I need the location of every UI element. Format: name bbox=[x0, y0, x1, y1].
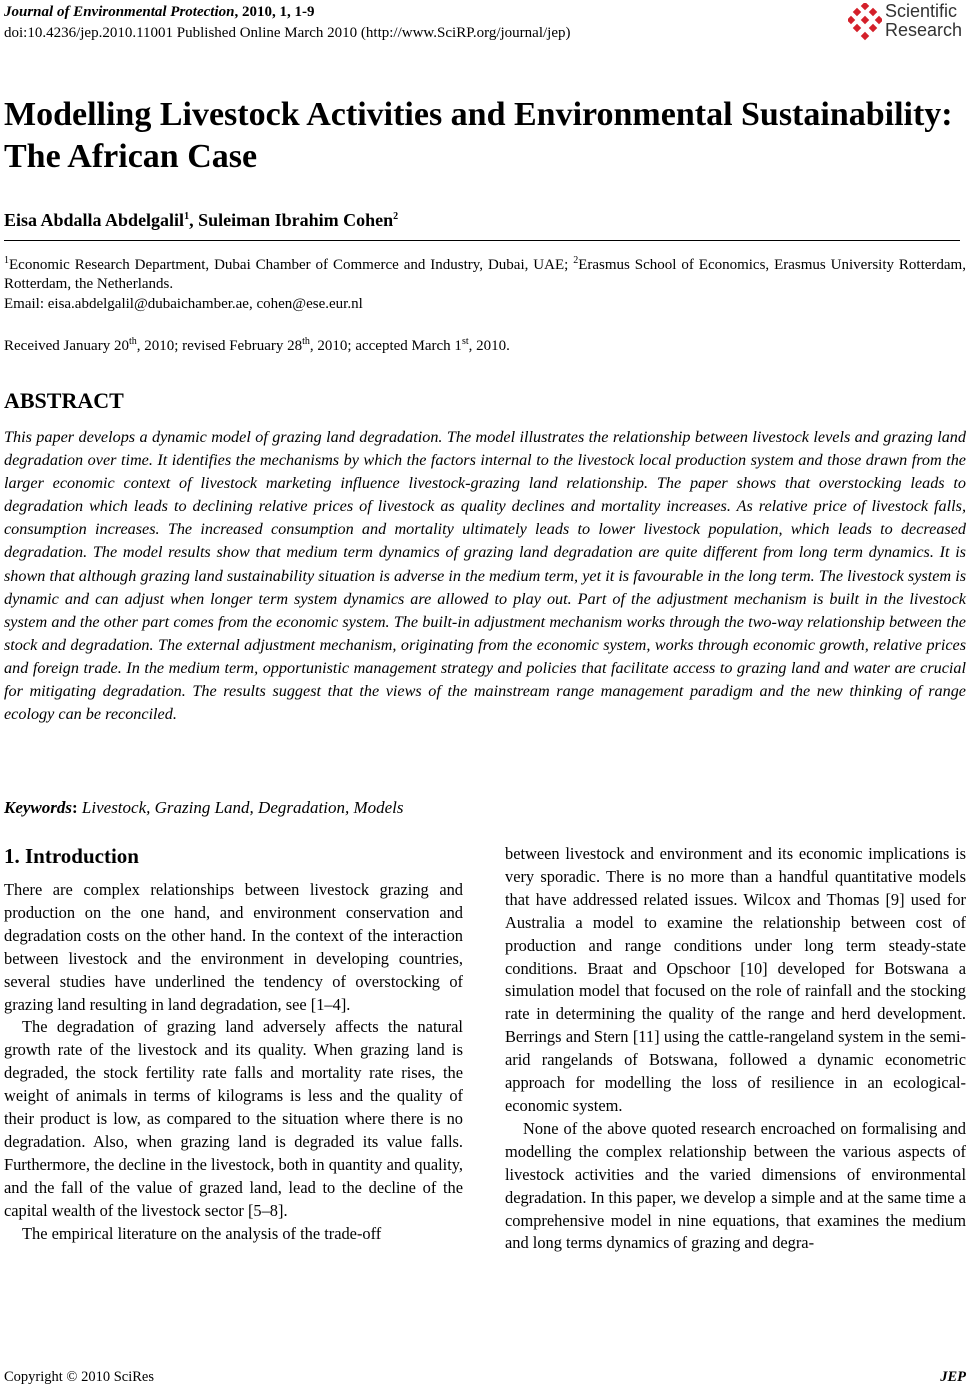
doi-line: doi:10.4236/jep.2010.11001 Published Online March 2010 (http://www.SciRP.org/journal/jep) bbox=[4, 25, 571, 41]
journal-issue: , 2010, 1, 1-9 bbox=[234, 4, 315, 20]
affil-sup-1: 1 bbox=[4, 255, 9, 266]
paragraph: The degradation of grazing land adversely affects the natural growth rate of the livestock and its quality. When grazing land is degraded, the stock fertility rate falls and mortality rate rises, the weight of animals in terms of kilograms is less and the quality of their product is low, as compared to the situation where there is no degradation. Also, when grazing land is degraded its value falls. Furthermore, the decline in the livestock, both in quantity and quality, and the fall of the value of grazed land, lead to the decline of the capital wealth of the livestock sector [5–8]. bbox=[4, 1017, 463, 1220]
logo-text bbox=[885, 2, 962, 40]
journal-name: Journal of Environmental Protection bbox=[4, 4, 235, 20]
left-column bbox=[4, 879, 463, 1246]
author-1: Eisa Abdalla Abdelgalil bbox=[4, 210, 185, 230]
abstract-body: This paper develops a dynamic model of grazing land degradation. The model illustrates the relationship between livestock levels and grazing land degradation over time. It identifies the mechanisms by which the factors internal to the livestock local production system and those drawn from the larger economic context of livestock marketing influence livestock-grazing land relationship. The paper shows that overstocking leads to degradation which leads to declining relative prices of livestock as quality declines and mortality increases. As relative price of livestock falls, consumption increases. The increased consumption and mortality ultimately leads to lower livestock population, which leads to decreased degradation. The model results show that medium term dynamics of grazing land degradation are quite different from long term dynamics. It is shown that although grazing land sustainability situation is adverse in the medium term, yet it is favourable in the long term. The livestock system is dynamic and can adjust when longer term system dynamics are allowed to play out. Part of the adjustment mechanism is built in the livestock system and the other part comes from the economic system. The built-in adjustment mechanism works through the two-way relationship between the stock and degradation. The external adjustment mechanism, originating from the economic system, works through economic growth, relative prices and foreign trade. In the medium term, opportunistic management strategy and policies that facilitate access to grazing land and water are crucial for mitigating degradation. The results suggest that the views of the mainstream range management paradigm and the new thinking of range ecology can be reconciled. bbox=[4, 428, 966, 724]
logo-line-1: Scientific bbox=[885, 1, 958, 21]
logo-line-2: Research bbox=[885, 20, 963, 40]
title-line-1: Modelling Livestock Activities and Environmental Sustainability: bbox=[4, 96, 953, 133]
ordinal-sup: th bbox=[128, 336, 137, 347]
affil-sup-2: 2 bbox=[573, 255, 579, 266]
author-2: Suleiman Ibrahim Cohen bbox=[198, 210, 394, 230]
affiliation-2: Erasmus School of Economics, Erasmus University Rotterdam, Rotterdam, the Netherlands. bbox=[4, 257, 966, 292]
paragraph: The empirical literature on the analysis of the trade-off bbox=[22, 1223, 382, 1243]
right-column bbox=[505, 843, 966, 1255]
header-divider bbox=[4, 240, 960, 241]
footer-copyright: Copyright © 2010 SciRes bbox=[4, 1369, 154, 1385]
keywords bbox=[4, 797, 404, 819]
title-line-2: The African Case bbox=[4, 138, 258, 175]
paragraph: None of the above quoted research encroached on formalising and modelling the complex relationship between the various aspects of livestock activities and the varied dimensions of environmental degradation. In this paper, we develop a simple and at the same time a comprehensive model in nine equations, that examines the medium and long terms dynamics of grazing and degra- bbox=[505, 1118, 966, 1253]
affiliations bbox=[4, 256, 966, 294]
paragraph: There are complex relationships between livestock grazing and production on the one hand, and environment conservation and degradation costs on the other hand. In the context of the interaction between livestock and the environment in developing countries, several studies have underlined the tendency of overstocking of grazing land resulting in land degradation, see [1–4]. bbox=[4, 880, 463, 1014]
paragraph: between livestock and environment and its economic implications is very sporadic. There is no more than a handful quantitative models that have addressed related issues. Wilcox and Thomas [9] used for Australia a model to examine the relationship between cost of production and range conditions under long term steady-state conditions. Braat and Opschoor [10] developed for Botswana a simulation model that focused on the role of rainfall and the stocking rate in determining the quality of the range and herd development. Berrings and Stern [11] using the cattle-rangeland system in the semi-arid rangelands of Botswana, followed a dynamic econometric approach for modelling the loss of resilience in an ecological-economic system. bbox=[505, 844, 966, 1115]
footer-journal-abbr: JEP bbox=[940, 1369, 966, 1385]
author-2-affil-sup: 2 bbox=[393, 211, 399, 222]
author-emails[interactable]: Email: eisa.abdelgalil@dubaichamber.ae, cohen@ese.eur.nl bbox=[4, 296, 363, 312]
journal-citation bbox=[4, 3, 314, 22]
logo-mark-icon bbox=[848, 3, 882, 43]
keywords-colon: : bbox=[72, 798, 82, 817]
received-part: , 2010; accepted March 1 bbox=[309, 338, 462, 354]
received-part: Received January 20 bbox=[4, 338, 129, 354]
author-separator: , bbox=[189, 210, 199, 230]
authors bbox=[4, 209, 398, 231]
received-part: , 2010. bbox=[468, 338, 510, 354]
author-1-affil-sup: 1 bbox=[184, 211, 190, 222]
section-heading-introduction: 1. Introduction bbox=[4, 844, 139, 868]
keywords-list: Livestock, Grazing Land, Degradation, Models bbox=[81, 798, 404, 817]
affiliation-1: Economic Research Department, Dubai Chamber of Commerce and Industry, Dubai, UAE; bbox=[9, 257, 574, 273]
received-part: , 2010; revised February 28 bbox=[136, 338, 303, 354]
publisher-logo[interactable] bbox=[848, 2, 966, 44]
keywords-label: Keywords bbox=[4, 798, 72, 817]
abstract-heading: ABSTRACT bbox=[4, 388, 124, 413]
received-dates bbox=[4, 337, 510, 356]
ordinal-sup: st bbox=[461, 336, 469, 347]
ordinal-sup: th bbox=[302, 336, 310, 347]
paper-title bbox=[4, 94, 970, 178]
